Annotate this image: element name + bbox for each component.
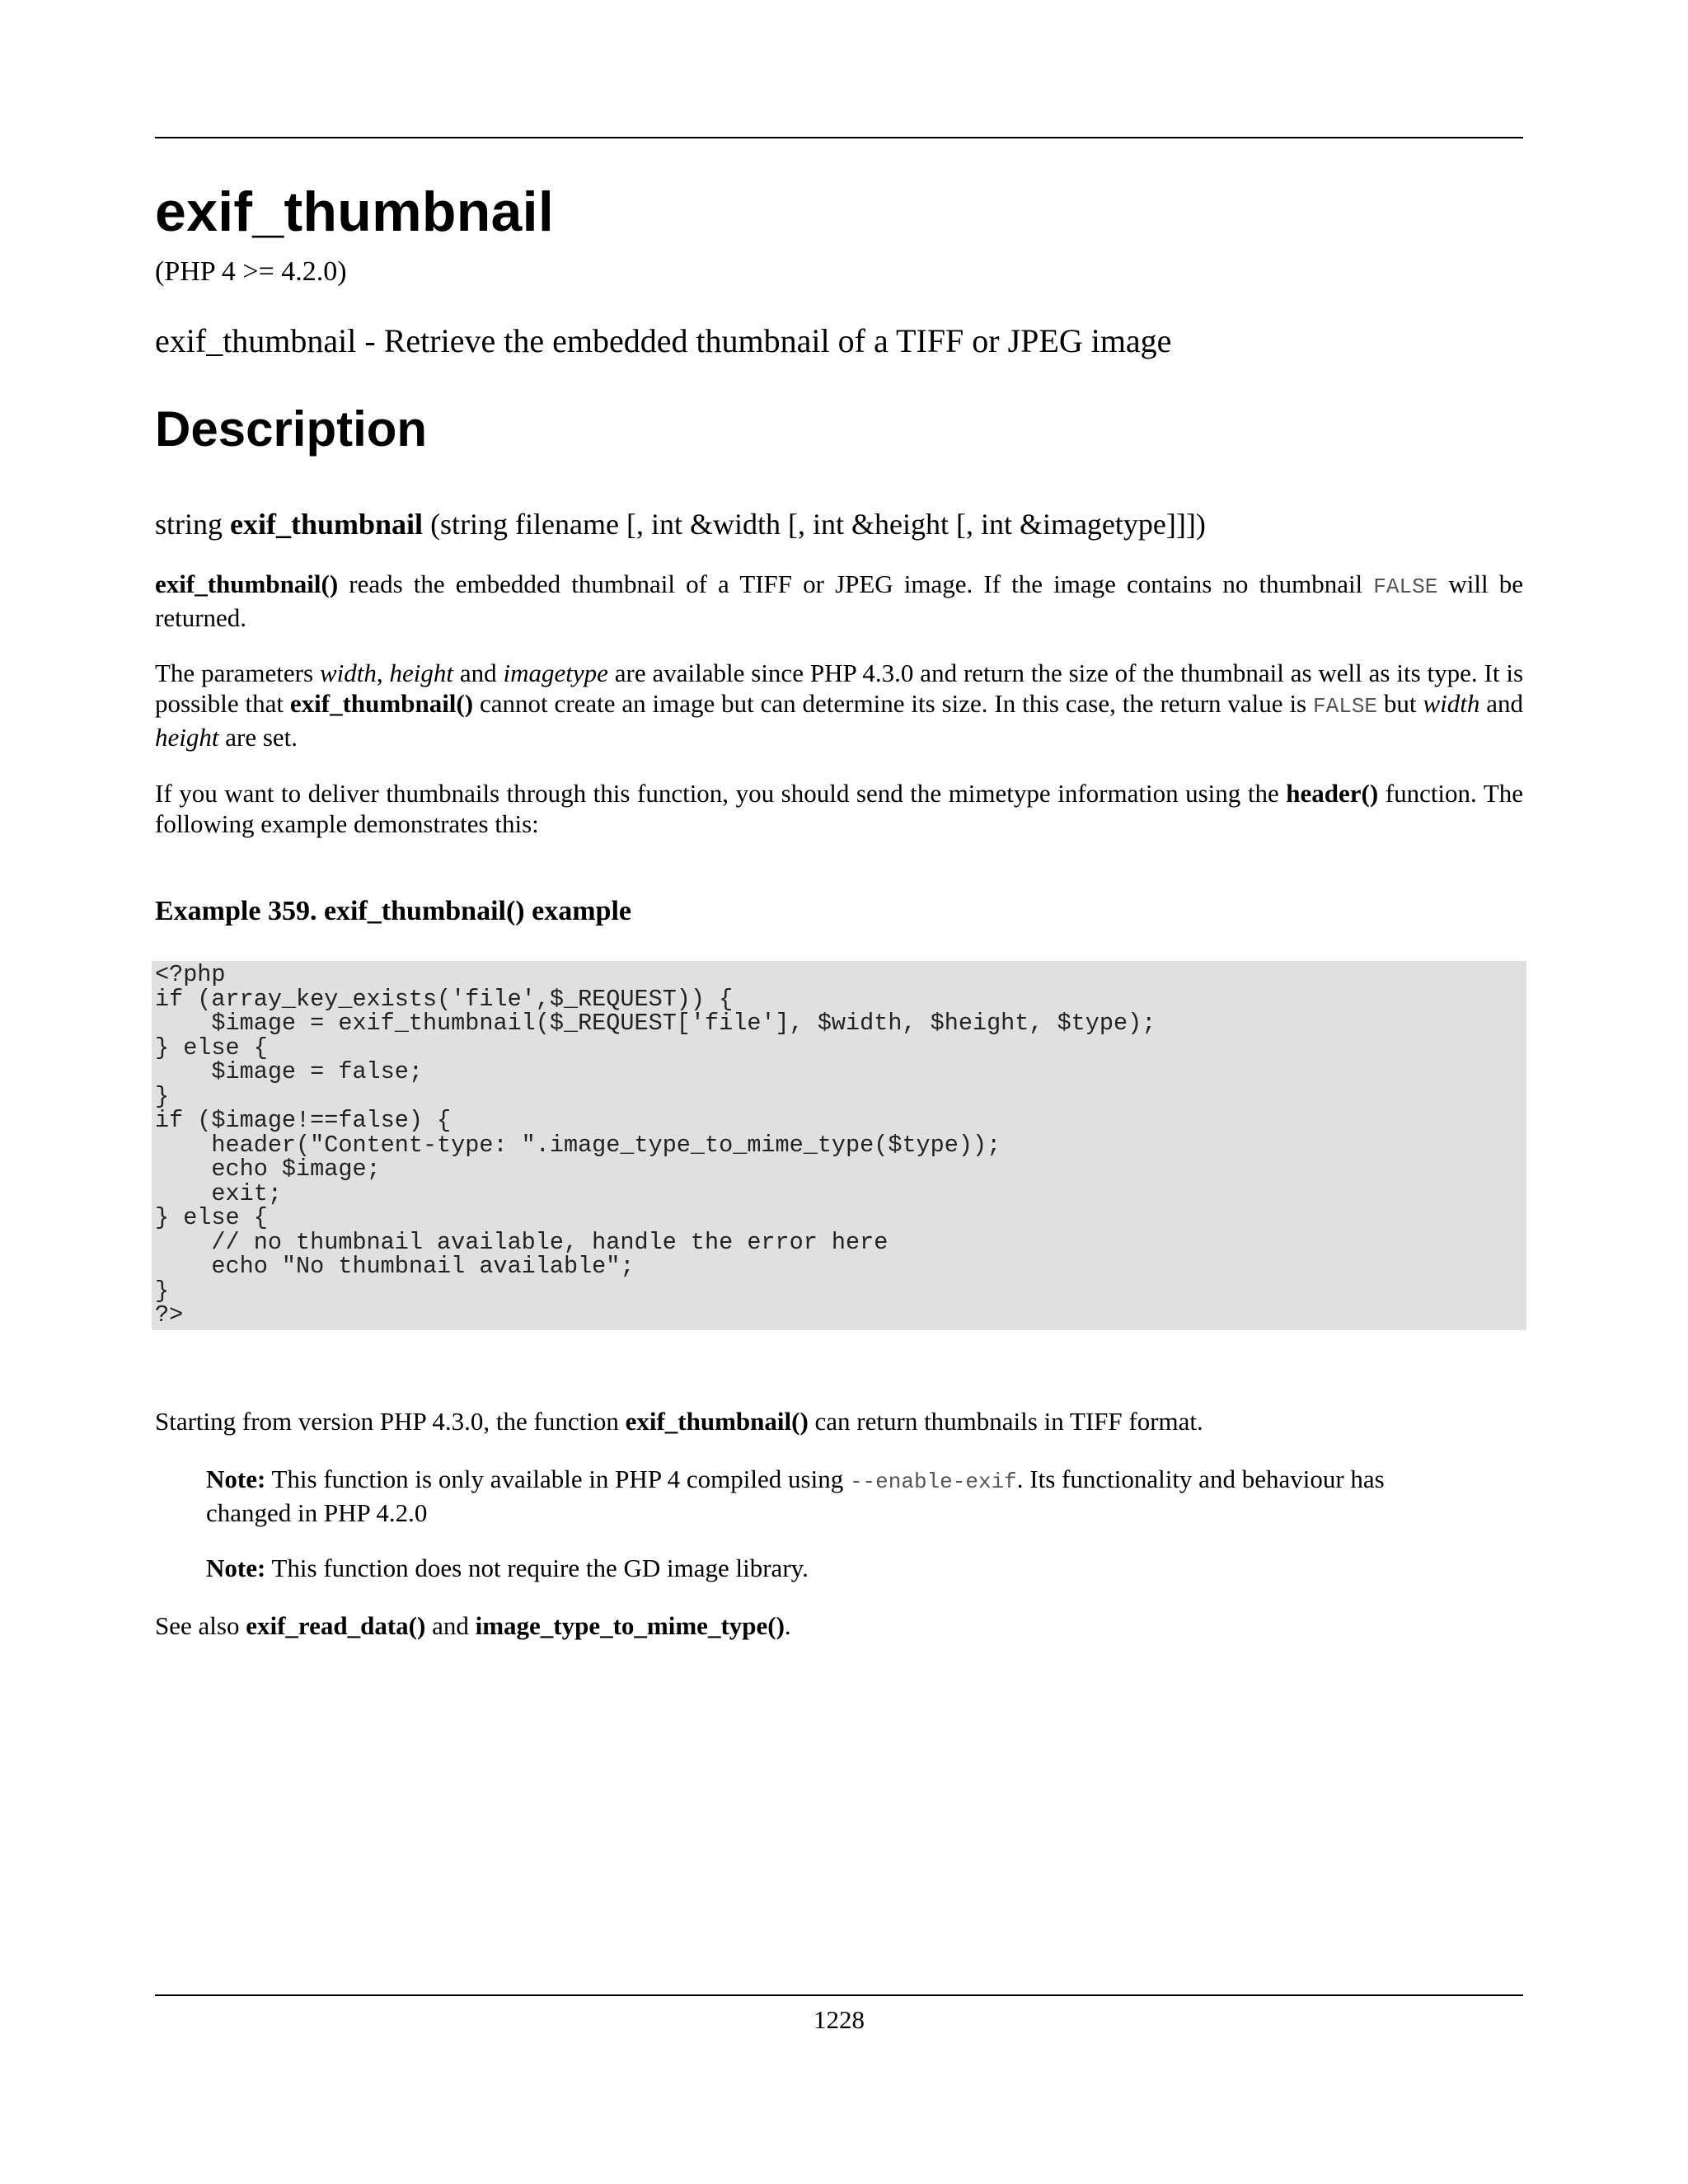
code-example: [152, 961, 1526, 1330]
note-text: . Its functionality and behaviour has changed in PHP 4.2.0: [206, 1465, 1385, 1527]
param-imagetype: imagetype: [503, 658, 608, 687]
paragraph-text: and: [425, 1611, 476, 1640]
paragraph-text: ,: [376, 658, 390, 687]
paragraph-text: and: [1479, 689, 1523, 718]
synopsis-return-type: string: [155, 508, 231, 541]
function-ref: exif_thumbnail(): [289, 689, 474, 718]
paragraph-text: reads the embedded thumbnail of a TIFF or JPEG image. If the image contains no thumbnail: [338, 569, 1374, 598]
code-text: <?php if (array_key_exists('file',$_REQUEST)) { $image = exif_thumbnail($_REQUEST['file'], $width, $height, $type); } else { $image = false; } if ($image!==false) { header("Content-type: ".image_type_to_mime_type($type)); echo $image; exit; } else { // no thumbnail available, handle the error here echo "No thumbnail available"; } ?>: [155, 961, 1156, 1329]
paragraph-text: can return thumbnails in TIFF format.: [808, 1407, 1203, 1436]
bottom-rule: [155, 1994, 1523, 1996]
page-title: exif_thumbnail: [155, 180, 555, 243]
example-title: Example 359. exif_thumbnail() example: [155, 896, 631, 926]
document-page: [155, 0, 1523, 2184]
synopsis-function-name: exif_thumbnail: [230, 508, 424, 541]
function-ref: exif_thumbnail(): [625, 1407, 809, 1436]
synopsis-params: (string filename [, int &width [, int &height [, int &imagetype]]]): [423, 508, 1206, 541]
function-ref-header: header(): [1286, 779, 1379, 808]
note-text: This function is only available in PHP 4 compiled using: [265, 1465, 850, 1493]
paragraph-text: are available since PHP 4.3.0 and return the size of the thumbnail as well as its type. It is possible that: [155, 658, 1524, 718]
paragraph-text: are set.: [218, 723, 298, 752]
version-info: (PHP 4 >= 4.2.0): [155, 256, 347, 287]
see-also-link-image-type-to-mime-type[interactable]: image_type_to_mime_type(): [475, 1611, 785, 1640]
page-number: 1228: [814, 2005, 865, 2034]
tiff-format-paragraph: [155, 1406, 1203, 1436]
function-ref: exif_thumbnail(): [155, 569, 339, 598]
see-also-link-exif-read-data[interactable]: exif_read_data(): [246, 1611, 426, 1640]
description-paragraph-2: [155, 658, 1523, 752]
description-heading: Description: [155, 401, 428, 457]
paragraph-text: but: [1377, 689, 1423, 718]
see-also: [155, 1610, 791, 1641]
paragraph-text: The parameters: [155, 658, 320, 687]
paragraph-text: See also: [155, 1611, 246, 1640]
paragraph-text: cannot create an image but can determine its size. In this case, the return value is: [473, 689, 1314, 718]
param-height: height: [155, 723, 219, 752]
note-label: Note:: [206, 1554, 266, 1582]
constant-false: FALSE: [1313, 694, 1378, 719]
function-synopsis: [155, 506, 1206, 542]
note-text: This function does not require the GD image library.: [265, 1554, 809, 1582]
paragraph-text: function. The following example demonstrates this:: [155, 779, 1523, 838]
paragraph-text: and: [452, 658, 504, 687]
paragraph-text: If you want to deliver thumbnails through this function, you should send the mimetype information using the: [155, 779, 1287, 808]
paragraph-text: will be returned.: [155, 569, 1523, 632]
description-paragraph-1: [155, 569, 1523, 633]
param-height: height: [389, 658, 453, 687]
note-compile-option: [206, 1464, 1472, 1528]
paragraph-text: Starting from version PHP 4.3.0, the function: [155, 1407, 626, 1436]
note-gd-library: [206, 1553, 1472, 1583]
constant-false: FALSE: [1373, 574, 1438, 599]
note-label: Note:: [206, 1465, 266, 1493]
refpurpose: exif_thumbnail - Retrieve the embedded thumbnail of a TIFF or JPEG image: [155, 322, 1172, 359]
param-width: width: [319, 658, 377, 687]
param-width: width: [1423, 689, 1480, 718]
description-paragraph-3: [155, 778, 1523, 839]
top-rule: [155, 137, 1523, 138]
paragraph-text: .: [784, 1611, 791, 1640]
compile-option: --enable-exif: [849, 1469, 1017, 1494]
